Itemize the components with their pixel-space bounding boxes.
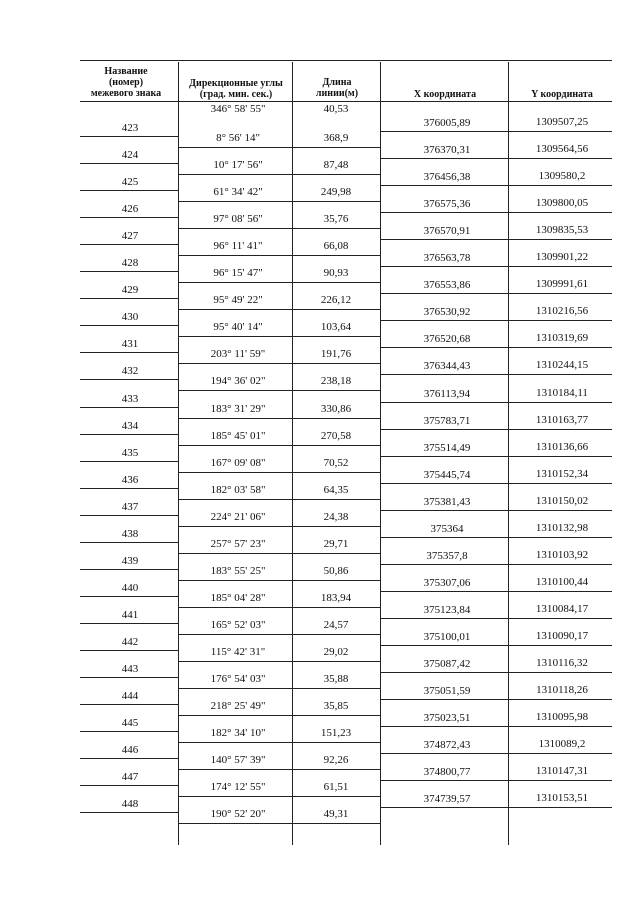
line-length: 29,71 <box>323 538 349 550</box>
row-divider-name <box>80 569 178 570</box>
y-coordinate: 1309901,22 <box>535 251 589 263</box>
direction-angle: 10° 17' 56" <box>213 159 263 171</box>
line-length: 270,58 <box>320 430 352 442</box>
line-length: 249,98 <box>320 186 352 198</box>
direction-angle: 174° 12' 55" <box>210 781 266 793</box>
row-divider-angle <box>178 769 380 770</box>
header-bottom-border <box>80 101 612 102</box>
y-coordinate: 1310084,17 <box>535 603 589 615</box>
column-divider-x <box>508 62 509 845</box>
row-divider-coords <box>380 510 612 511</box>
line-length: 66,08 <box>323 240 349 252</box>
row-divider-name <box>80 488 178 489</box>
direction-angle: 115° 42' 31" <box>210 646 266 658</box>
direction-angle: 203° 11' 59" <box>210 348 266 360</box>
line-length: 35,88 <box>323 673 349 685</box>
segment-length: 40,53 <box>323 103 349 115</box>
line-length: 90,93 <box>323 267 349 279</box>
point-name: 438 <box>121 528 139 540</box>
row-divider-name <box>80 704 178 705</box>
direction-angle: 61° 34' 42" <box>213 186 263 198</box>
x-coordinate: 374739,57 <box>423 793 471 805</box>
direction-angle: 96° 11' 41" <box>213 240 263 252</box>
row-divider-angle <box>178 742 380 743</box>
row-divider-name <box>80 650 178 651</box>
line-length: 226,12 <box>320 294 352 306</box>
line-length: 29,02 <box>323 646 349 658</box>
row-divider-coords <box>380 266 612 267</box>
line-length: 151,23 <box>320 727 352 739</box>
row-divider-name <box>80 434 178 435</box>
table-top-border <box>80 60 612 61</box>
point-name: 427 <box>121 230 139 242</box>
row-divider-coords <box>380 239 612 240</box>
row-divider-coords <box>380 429 612 430</box>
x-coordinate: 375364 <box>430 523 464 535</box>
row-divider-coords <box>380 293 612 294</box>
x-coordinate: 375357,8 <box>426 550 468 562</box>
point-name: 448 <box>121 798 139 810</box>
direction-angle: 183° 31' 29" <box>210 403 266 415</box>
row-divider-coords <box>380 402 612 403</box>
x-coordinate: 374800,77 <box>423 766 471 778</box>
direction-angle: 190° 52' 20" <box>210 808 266 820</box>
header-name: Название (номер) межевого знака <box>90 66 162 99</box>
row-divider-angle <box>178 526 380 527</box>
line-length: 103,64 <box>320 321 352 333</box>
y-coordinate: 1310319,69 <box>535 332 589 344</box>
y-coordinate: 1310184,11 <box>536 387 588 399</box>
row-divider-angle <box>178 661 380 662</box>
row-divider-name <box>80 542 178 543</box>
point-name: 441 <box>121 609 139 621</box>
header-length: Длина линии(м) <box>315 77 359 99</box>
segment-angle: 346° 58' 55" <box>210 103 266 115</box>
x-coordinate: 376456,38 <box>423 171 471 183</box>
row-divider-name <box>80 271 178 272</box>
line-length: 49,31 <box>323 808 349 820</box>
row-divider-name <box>80 298 178 299</box>
y-coordinate: 1309800,05 <box>535 197 589 209</box>
row-divider-coords <box>380 212 612 213</box>
row-divider-angle <box>178 174 380 175</box>
row-divider-angle <box>178 255 380 256</box>
row-divider-name <box>80 217 178 218</box>
line-length: 368,9 <box>323 132 349 144</box>
x-coordinate: 376563,78 <box>423 252 471 264</box>
row-divider-angle <box>178 418 380 419</box>
point-name: 445 <box>121 717 139 729</box>
x-coordinate: 374872,43 <box>423 739 471 751</box>
row-divider-coords <box>380 320 612 321</box>
y-coordinate: 1310147,31 <box>535 765 589 777</box>
point-name: 429 <box>121 284 139 296</box>
x-coordinate: 376005,89 <box>423 117 471 129</box>
direction-angle: 95° 49' 22" <box>213 294 263 306</box>
y-coordinate: 1309564,56 <box>535 143 589 155</box>
row-divider-coords <box>380 564 612 565</box>
line-length: 50,86 <box>323 565 349 577</box>
row-divider-name <box>80 136 178 137</box>
row-divider-coords <box>380 347 612 348</box>
row-divider-angle <box>178 634 380 635</box>
line-length: 92,26 <box>323 754 349 766</box>
y-coordinate: 1310089,2 <box>538 738 586 750</box>
y-coordinate: 1310153,51 <box>535 792 589 804</box>
y-coordinate: 1310244,15 <box>535 359 589 371</box>
direction-angle: 185° 04' 28" <box>210 592 266 604</box>
row-divider-name <box>80 190 178 191</box>
row-divider-angle <box>178 553 380 554</box>
point-name: 430 <box>121 311 139 323</box>
y-coordinate: 1310150,02 <box>535 495 589 507</box>
row-divider-coords <box>380 591 612 592</box>
line-length: 61,51 <box>323 781 349 793</box>
direction-angle: 185° 45' 01" <box>210 430 266 442</box>
direction-angle: 218° 25' 49" <box>210 700 266 712</box>
x-coordinate: 376520,68 <box>423 333 471 345</box>
row-divider-angle <box>178 607 380 608</box>
row-divider-name <box>80 163 178 164</box>
row-divider-coords <box>380 672 612 673</box>
point-name: 434 <box>121 420 139 432</box>
direction-angle: 140° 57' 39" <box>210 754 266 766</box>
y-coordinate: 1310136,66 <box>535 441 589 453</box>
row-divider-name <box>80 812 178 813</box>
direction-angle: 182° 34' 10" <box>210 727 266 739</box>
direction-angle: 224° 21' 06" <box>210 511 266 523</box>
row-divider-name <box>80 677 178 678</box>
direction-angle: 165° 52' 03" <box>210 619 266 631</box>
point-name: 428 <box>121 257 139 269</box>
x-coordinate: 375051,59 <box>423 685 471 697</box>
point-name: 433 <box>121 393 139 405</box>
y-coordinate: 1310090,17 <box>535 630 589 642</box>
x-coordinate: 376113,94 <box>423 388 471 400</box>
line-length: 35,76 <box>323 213 349 225</box>
point-name: 435 <box>121 447 139 459</box>
row-divider-angle <box>178 688 380 689</box>
row-divider-angle <box>178 309 380 310</box>
row-divider-angle <box>178 147 380 148</box>
point-name: 425 <box>121 176 139 188</box>
point-name: 442 <box>121 636 139 648</box>
row-divider-coords <box>380 456 612 457</box>
line-length: 70,52 <box>323 457 349 469</box>
point-name: 440 <box>121 582 139 594</box>
column-divider-angle <box>292 62 293 845</box>
x-coordinate: 376530,92 <box>423 306 471 318</box>
y-coordinate: 1309991,61 <box>535 278 589 290</box>
row-divider-angle <box>178 445 380 446</box>
row-divider-angle <box>178 472 380 473</box>
direction-angle: 96° 15' 47" <box>213 267 263 279</box>
row-divider-angle <box>178 796 380 797</box>
row-divider-name <box>80 244 178 245</box>
row-divider-name <box>80 325 178 326</box>
direction-angle: 8° 56' 14" <box>216 132 260 144</box>
row-divider-coords <box>380 185 612 186</box>
direction-angle: 257° 57' 23" <box>210 538 266 550</box>
y-coordinate: 1310116,32 <box>536 657 588 669</box>
row-divider-coords <box>380 131 612 132</box>
point-name: 437 <box>121 501 139 513</box>
y-coordinate: 1309507,25 <box>535 116 589 128</box>
y-coordinate: 1310118,26 <box>536 684 588 696</box>
y-coordinate: 1309835,53 <box>535 224 589 236</box>
point-name: 432 <box>121 365 139 377</box>
row-divider-coords <box>380 618 612 619</box>
x-coordinate: 375783,71 <box>423 415 471 427</box>
point-name: 423 <box>121 122 139 134</box>
column-divider-length <box>380 62 381 845</box>
x-coordinate: 375381,43 <box>423 496 471 508</box>
line-length: 87,48 <box>323 159 349 171</box>
row-divider-coords <box>380 158 612 159</box>
header-y: Y координата <box>531 89 593 100</box>
x-coordinate: 376570,91 <box>423 225 471 237</box>
row-divider-angle <box>178 499 380 500</box>
row-divider-coords <box>380 537 612 538</box>
x-coordinate: 376553,86 <box>423 279 471 291</box>
point-name: 439 <box>121 555 139 567</box>
line-length: 238,18 <box>320 375 352 387</box>
line-length: 330,86 <box>320 403 352 415</box>
row-divider-angle <box>178 823 380 824</box>
row-divider-coords <box>380 374 612 375</box>
direction-angle: 167° 09' 08" <box>210 457 266 469</box>
direction-angle: 97° 08' 56" <box>213 213 263 225</box>
row-divider-angle <box>178 228 380 229</box>
header-x: X координата <box>413 89 477 100</box>
row-divider-name <box>80 623 178 624</box>
header-angle: Дирекционные углы (град. мин. сек.) <box>189 78 283 100</box>
point-name: 443 <box>121 663 139 675</box>
x-coordinate: 375123,84 <box>423 604 471 616</box>
x-coordinate: 375100,01 <box>423 631 471 643</box>
row-divider-name <box>80 352 178 353</box>
direction-angle: 183° 55' 25" <box>210 565 266 577</box>
direction-angle: 95° 40' 14" <box>213 321 263 333</box>
row-divider-name <box>80 785 178 786</box>
point-name: 447 <box>121 771 139 783</box>
x-coordinate: 375023,51 <box>423 712 471 724</box>
row-divider-angle <box>178 363 380 364</box>
point-name: 436 <box>121 474 139 486</box>
y-coordinate: 1310100,44 <box>535 576 589 588</box>
line-length: 64,35 <box>323 484 349 496</box>
x-coordinate: 376344,43 <box>423 360 471 372</box>
x-coordinate: 375445,74 <box>423 469 471 481</box>
y-coordinate: 1310132,98 <box>535 522 589 534</box>
row-divider-coords <box>380 726 612 727</box>
y-coordinate: 1310152,34 <box>535 468 589 480</box>
line-length: 35,85 <box>323 700 349 712</box>
row-divider-name <box>80 596 178 597</box>
row-divider-angle <box>178 282 380 283</box>
row-divider-coords <box>380 483 612 484</box>
row-divider-name <box>80 407 178 408</box>
row-divider-angle <box>178 201 380 202</box>
row-divider-name <box>80 731 178 732</box>
line-length: 191,76 <box>320 348 352 360</box>
row-divider-angle <box>178 336 380 337</box>
row-divider-coords <box>380 753 612 754</box>
row-divider-coords <box>380 645 612 646</box>
y-coordinate: 1310095,98 <box>535 711 589 723</box>
point-name: 446 <box>121 744 139 756</box>
row-divider-angle <box>178 580 380 581</box>
direction-angle: 176° 54' 03" <box>210 673 266 685</box>
row-divider-coords <box>380 780 612 781</box>
point-name: 424 <box>121 149 139 161</box>
y-coordinate: 1309580,2 <box>538 170 586 182</box>
row-divider-name <box>80 515 178 516</box>
point-name: 426 <box>121 203 139 215</box>
y-coordinate: 1310103,92 <box>535 549 589 561</box>
row-divider-coords <box>380 807 612 808</box>
point-name: 431 <box>121 338 139 350</box>
row-divider-name <box>80 758 178 759</box>
row-divider-angle <box>178 715 380 716</box>
x-coordinate: 376575,36 <box>423 198 471 210</box>
x-coordinate: 375514,49 <box>423 442 471 454</box>
line-length: 24,38 <box>323 511 349 523</box>
y-coordinate: 1310163,77 <box>535 414 589 426</box>
row-divider-coords <box>380 699 612 700</box>
row-divider-name <box>80 379 178 380</box>
line-length: 24,57 <box>323 619 349 631</box>
x-coordinate: 376370,31 <box>423 144 471 156</box>
x-coordinate: 375307,06 <box>423 577 471 589</box>
x-coordinate: 375087,42 <box>423 658 471 670</box>
direction-angle: 194° 36' 02" <box>210 375 266 387</box>
row-divider-angle <box>178 390 380 391</box>
point-name: 444 <box>121 690 139 702</box>
line-length: 183,94 <box>320 592 352 604</box>
direction-angle: 182° 03' 58" <box>210 484 266 496</box>
row-divider-name <box>80 461 178 462</box>
column-divider-name <box>178 62 179 845</box>
y-coordinate: 1310216,56 <box>535 305 589 317</box>
